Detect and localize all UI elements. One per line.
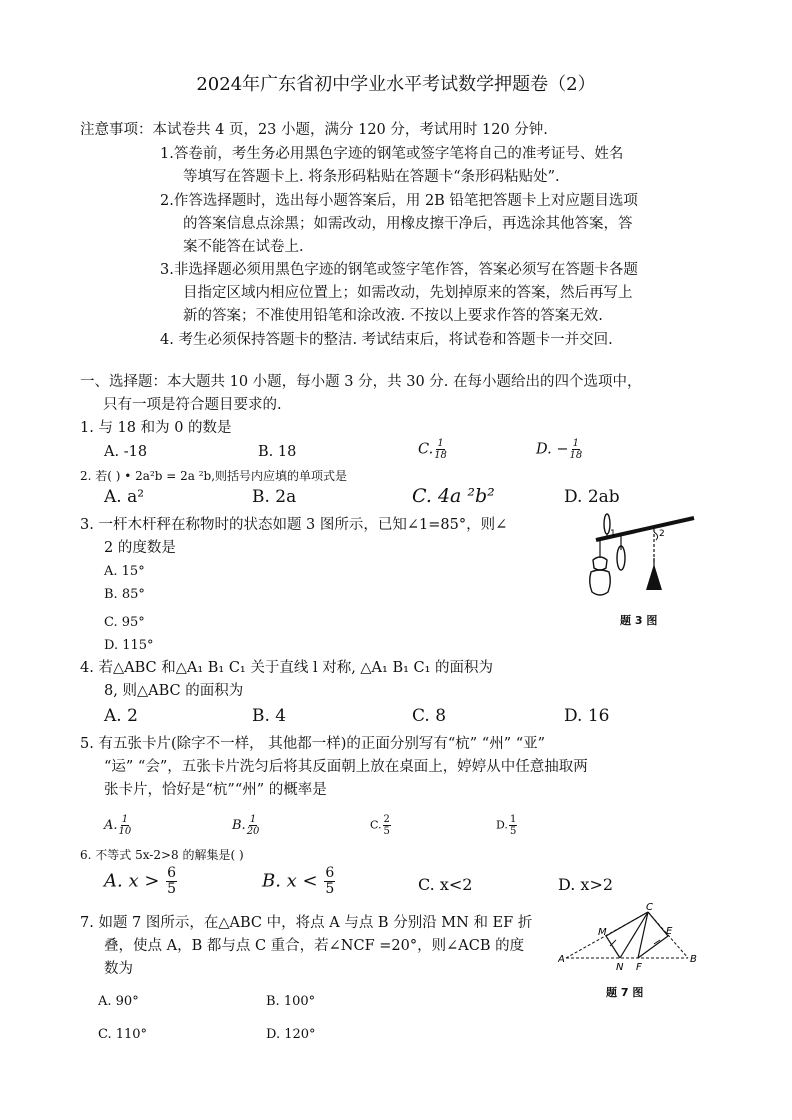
q4-option-c: C. 8 [412, 706, 447, 726]
q3-option-c: C. 95° [104, 615, 145, 630]
notice-item: 2.作答选择题时，选出每小题答案后，用 2B 铅笔把答题卡上对应题目选项 [160, 193, 638, 209]
q7-option-a: A. 90° [98, 994, 139, 1009]
q5-stem-cont: 张卡片，恰好是“杭”“州” 的概率是 [104, 782, 327, 798]
q3-option-d: D. 115° [104, 638, 154, 653]
q4-option-d: D. 16 [564, 706, 610, 726]
q4-stem: 4. 若△ABC 和△A₁ B₁ C₁ 关于直线 l 对称, △A₁ B₁ C₁ 的面积为 [80, 660, 494, 676]
q2-option-a: A. a² [104, 487, 145, 507]
notice-head: 注意事项：本试卷共 4 页，23 小题，满分 120 分，考试用时 120 分钟. [80, 122, 548, 138]
svg-text:A: A [558, 954, 565, 965]
q7-stem: 7. 如题 7 图所示，在△ABC 中，将点 A 与点 B 分别沿 MN 和 EF 折 [80, 915, 533, 931]
q1-stem: 1. 与 18 和为 0 的数是 [80, 420, 232, 436]
notice-item: 1.答卷前，考生务必用黑色字迹的钢笔或签字笔将自己的准考证号、姓名 [160, 146, 624, 162]
q6-option-c: C. x<2 [418, 875, 473, 894]
notice-item: 新的答案；不准使用铅笔和涂改液. 不按以上要求作答的答案无效. [183, 308, 603, 324]
q3-option-b: B. 85° [104, 587, 145, 602]
q5-option-d: D. $\frac{1}{5}$ [496, 814, 517, 837]
q7-figure-triangle [558, 900, 706, 972]
q2-option-c: C. 4a ²b² [412, 485, 495, 507]
section-heading-cont: 只有一项是符合题目要求的. [103, 397, 282, 413]
q6-option-d: D. x>2 [558, 875, 614, 894]
q7-option-d: D. 120° [266, 1027, 316, 1042]
svg-text:E: E [666, 926, 673, 937]
q6-stem: 6. 不等式 5x-2>8 的解集是( ) [80, 848, 244, 862]
q3-figure-steelyard [580, 508, 700, 610]
notice-item: 3.非选择题必须用黑色字迹的钢笔或签字笔作答，答案必须写在答题卡各题 [160, 262, 638, 278]
q4-stem-cont: 8, 则△ABC 的面积为 [104, 683, 244, 699]
q7-stem-cont: 数为 [104, 961, 133, 977]
page-title: 2024年广东省初中学业水平考试数学押题卷（2） [196, 74, 596, 95]
q3-figure-caption: 题 3 图 [620, 614, 658, 627]
q1-option-d: D. − $\frac{1}{18}$ [536, 438, 583, 461]
svg-text:F: F [636, 962, 642, 972]
svg-text:C: C [646, 902, 653, 913]
notice-item: 目指定区域内相应位置上；如需改动，先划掉原来的答案，然后再写上 [183, 285, 633, 301]
notice-item: 的答案信息点涂黑；如需改动，用橡皮擦干净后，再选涂其他答案，答 [183, 216, 633, 232]
q2-option-b: B. 2a [252, 487, 297, 507]
q7-option-c: C. 110° [98, 1027, 148, 1042]
q4-option-b: B. 4 [252, 706, 287, 726]
q5-option-a: A. $\frac{1}{10}$ [104, 814, 132, 837]
section-heading: 一、选择题：本大题共 10 小题，每小题 3 分，共 30 分. 在每小题给出的四个选项中， [80, 374, 642, 390]
svg-text:2: 2 [659, 529, 665, 539]
q2-option-d: D. 2ab [564, 487, 620, 507]
notice-item: 案不能答在试卷上. [183, 239, 304, 255]
svg-text:B: B [690, 954, 697, 965]
svg-text:M: M [598, 927, 607, 938]
svg-text:N: N [616, 962, 624, 972]
q3-option-a: A. 15° [104, 564, 145, 579]
q5-stem: 5. 有五张卡片(除字不一样， 其他都一样)的正面分别写有“杭” “州” “亚” [80, 736, 546, 752]
q3-stem: 3. 一杆木杆秤在称物时的状态如题 3 图所示，已知∠1=85°，则∠ [80, 517, 508, 533]
notice-item: 4. 考生必须保持答题卡的整洁. 考试结束后，将试卷和答题卡一并交回. [160, 332, 613, 348]
q5-option-c: C. $\frac{2}{5}$ [370, 814, 390, 837]
svg-text:1: 1 [610, 529, 616, 539]
q1-option-a: A. -18 [104, 444, 148, 460]
q3-stem-cont: 2 的度数是 [104, 540, 176, 556]
q2-stem: 2. 若( ) • 2a²b = 2a ²b,则括号内应填的单项式是 [80, 469, 348, 483]
q7-option-b: B. 100° [266, 994, 316, 1009]
q4-option-a: A. 2 [104, 706, 138, 726]
q1-option-b: B. 18 [258, 444, 297, 460]
q6-option-b: B. x < $\frac{6}{5}$ [262, 865, 335, 897]
notice-item: 等填写在答题卡上. 将条形码粘贴在答题卡“条形码粘贴处”. [183, 169, 560, 185]
q7-figure-caption: 题 7 图 [606, 986, 644, 999]
q1-option-c: C. $\frac{1}{18}$ [418, 438, 447, 461]
q5-stem-cont: “运” “会”，五张卡片洗匀后将其反面朝上放在桌面上，婷婷从中任意抽取两 [104, 759, 588, 775]
q5-option-b: B. $\frac{1}{20}$ [232, 814, 260, 837]
q7-stem-cont: 叠，使点 A，B 都与点 C 重合，若∠NCF =20°，则∠ACB 的度 [104, 938, 525, 954]
q6-option-a: A. x > $\frac{6}{5}$ [104, 865, 177, 897]
